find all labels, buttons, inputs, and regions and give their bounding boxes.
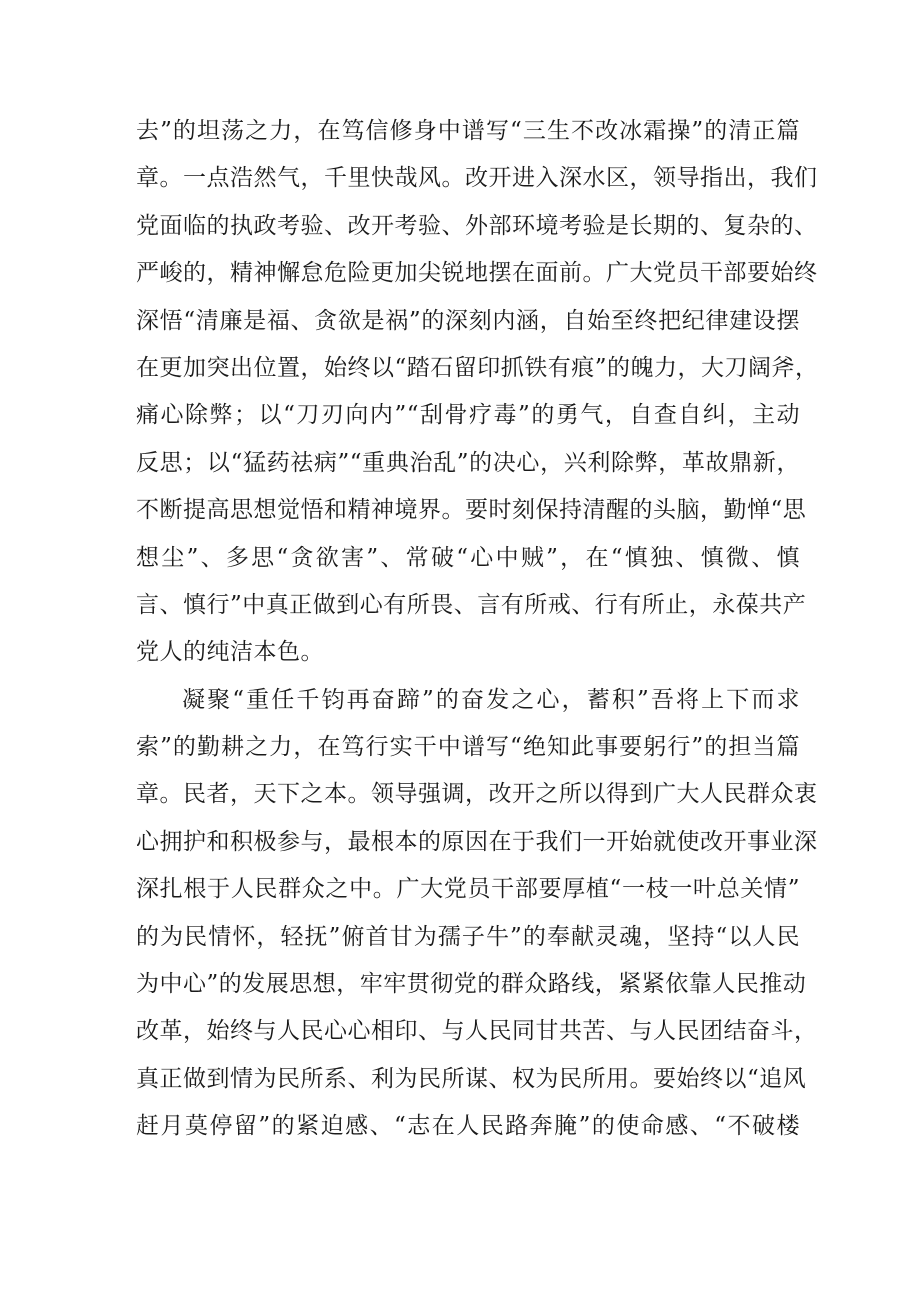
- text-line: 言、慎行”中真正做到心有所畏、言有所戒、行有所止，永葆共产: [136, 591, 807, 618]
- paragraph-end-line: 党人的纯洁本色。: [136, 639, 324, 666]
- text-line: 章。一点浩然气，千里快哉风。改开进入深水区，领导指出，我们: [136, 165, 818, 192]
- text-line: 不断提高思想觉悟和精神境界。要时刻保持清醒的头脑，勤惮“思: [136, 497, 807, 524]
- text-line: 章。民者，天下之本。领导强调，改开之所以得到广大人民群众衷: [136, 781, 818, 808]
- text-line: 赶月莫停留”的紧迫感、“志在人民路奔腌”的使命感、“不破楼: [136, 1113, 800, 1140]
- text-line: 痛心除弊；以“刀刃向内”“刮骨疗毒”的勇气，自查自纠，主动: [136, 402, 800, 429]
- text-line: 改革，始终与人民心心相印、与人民同甘共苦、与人民团结奋斗，: [136, 1018, 818, 1045]
- text-line: 深扎根于人民群众之中。广大党员干部要厚植“一枝一叶总关情”: [136, 876, 800, 903]
- text-line: 索”的勤耕之力，在笃行实干中谱写“绝知此事要躬行”的担当篇: [136, 734, 800, 761]
- text-line: 党面临的执政考验、改开考验、外部环境考验是长期的、复杂的、: [136, 212, 818, 239]
- text-line: 的为民情怀，轻抚”俯首甘为孺子牛”的奉献灵魂，坚持“以人民: [136, 923, 800, 950]
- text-line: 真正做到情为民所系、利为民所谋、权为民所用。要始终以“追风: [136, 1065, 807, 1092]
- text-line: 想尘”、多思“贪欲害”、常破“心中贼”，在“慎独、慎微、慎: [136, 544, 800, 571]
- text-line: 心拥护和积极参与，最根本的原因在于我们一开始就使改开事业深: [136, 828, 818, 855]
- body-text: [136, 108, 819, 1151]
- text-line: 去”的坦荡之力，在笃信修身中谱写“三生不改冰霜操”的清正篇: [136, 118, 800, 144]
- text-line: 深悟“清廉是福、贪欲是祸”的深刻内涵，自始至终把纪律建设摆: [136, 307, 800, 334]
- text-line: 严峻的，精神懈怠危险更加尖锐地摆在面前。广大党员干部要始终: [136, 260, 818, 287]
- text-line: 在更加突出位置，始终以“踏石留印抓铁有痕”的魄力，大刀阔斧，: [136, 354, 819, 381]
- text-line: 反思；以“猛药祛病”“重典治乱”的决心，兴利除弊，革故鼎新，: [136, 449, 800, 476]
- text-line: 为中心”的发展思想，牢牢贯彻党的群众路线，紧紧依靠人民推动: [136, 971, 807, 998]
- paragraph-start-line: 凝聚“重任千钧再奋蹄”的奋发之心，蓄积”吾将上下而求: [182, 686, 800, 713]
